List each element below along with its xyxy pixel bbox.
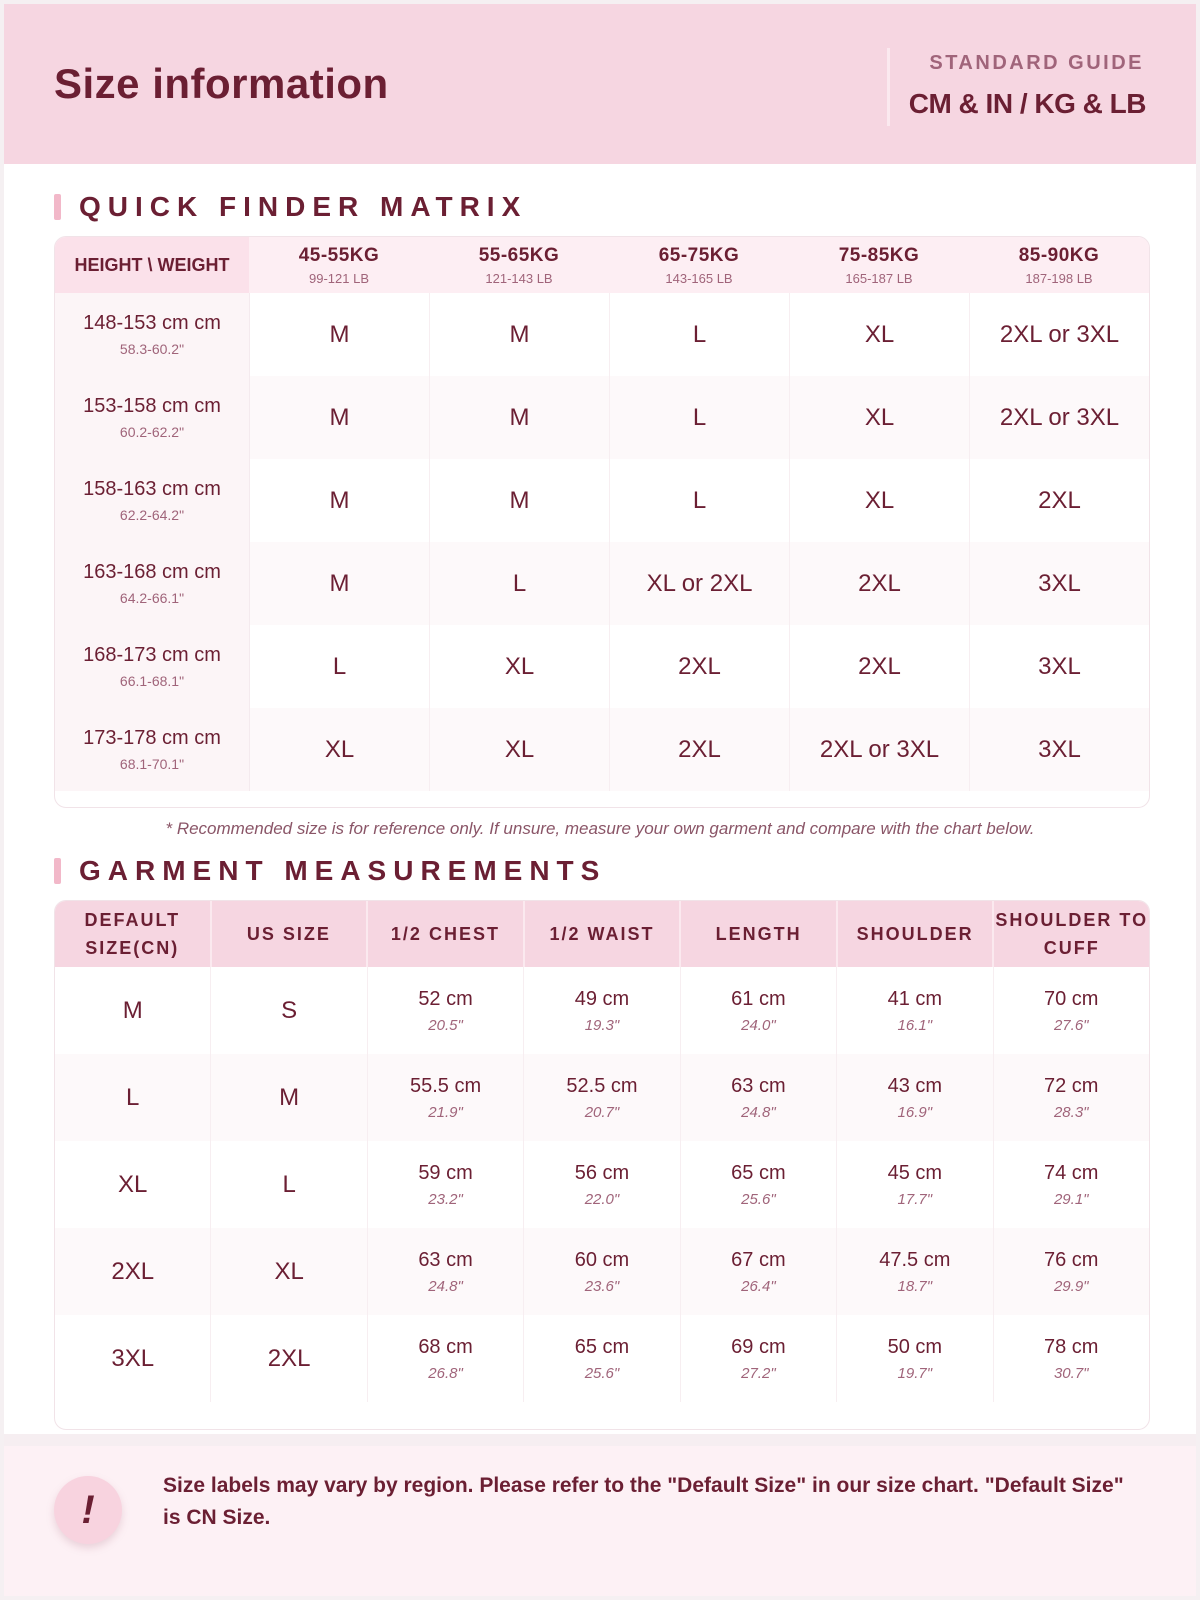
us-size-cell: M (211, 1054, 367, 1141)
footer-notice (4, 1446, 1196, 1596)
height-cm: 158-163 cm cm (83, 478, 221, 500)
height-in: 62.2-64.2" (119, 507, 185, 523)
matrix-row (55, 542, 1149, 625)
measure-in: 26.8" (428, 1364, 463, 1382)
column-header: SHOULDER (838, 901, 995, 967)
measure-in: 16.1" (897, 1016, 933, 1034)
units-label: CM & IN / KG & LB (908, 88, 1146, 119)
measure-cell (368, 967, 524, 1054)
weight-column-header (429, 237, 609, 293)
size-cell: XL (790, 293, 970, 376)
measure-in: 19.3" (584, 1016, 620, 1034)
measure-cm: 78 cm (1044, 1335, 1099, 1358)
size-cell: M (430, 376, 610, 459)
measure-cm: 72 cm (1044, 1074, 1099, 1097)
height-cm: 168-173 cm cm (83, 644, 221, 666)
garment-title: GARMENT MEASUREMENTS (79, 855, 607, 886)
size-cell: M (250, 459, 430, 542)
table-row (55, 967, 1149, 1054)
column-header: 1/2 WAIST (525, 901, 682, 967)
weight-lb: 99-121 LB (309, 270, 369, 286)
height-in: 58.3-60.2" (119, 341, 185, 357)
cn-size-cell: XL (55, 1141, 211, 1228)
weight-column-header (249, 237, 429, 293)
measure-in: 29.9" (1053, 1277, 1089, 1295)
measure-cm: 47.5 cm (879, 1248, 951, 1271)
weight-kg: 65-75KG (658, 244, 740, 266)
footer-separator (4, 1434, 1196, 1446)
measure-cell (524, 1054, 680, 1141)
height-cell (55, 625, 250, 708)
size-info-page (4, 4, 1196, 1596)
size-cell: 2XL (610, 708, 790, 791)
measure-cm: 67 cm (731, 1248, 786, 1271)
guide-label: STANDARD GUIDE (929, 52, 1144, 74)
measure-in: 27.2" (741, 1364, 776, 1382)
measure-in: 25.6" (584, 1364, 620, 1382)
measure-cm: 52.5 cm (566, 1074, 638, 1097)
size-cell: M (250, 293, 430, 376)
measure-in: 30.7" (1053, 1364, 1089, 1382)
measure-cm: 49 cm (574, 987, 630, 1010)
measure-cell (524, 967, 680, 1054)
column-header: LENGTH (681, 901, 838, 967)
garment-header-row (55, 901, 1149, 967)
matrix-row (55, 459, 1149, 542)
measure-cell (837, 1228, 993, 1315)
measure-cell (837, 967, 993, 1054)
column-header: DEFAULT SIZE(CN) (55, 901, 212, 967)
measure-cell (681, 967, 837, 1054)
measure-cell (681, 1141, 837, 1228)
measure-in: 20.5" (428, 1016, 463, 1034)
matrix-row (55, 708, 1149, 791)
quick-finder-heading (54, 192, 527, 222)
table-row (55, 1054, 1149, 1141)
column-header: US SIZE (212, 901, 369, 967)
measure-cm: 45 cm (887, 1161, 943, 1184)
page-title: Size information (54, 60, 389, 107)
height-cm: 153-158 cm cm (83, 395, 221, 417)
page-header (4, 4, 1196, 164)
measure-cm: 59 cm (418, 1161, 473, 1184)
measure-in: 19.7" (897, 1364, 933, 1382)
size-cell: 2XL (1038, 486, 1081, 514)
weight-column-header (609, 237, 789, 293)
exclamation-icon: ! (54, 1476, 122, 1544)
reference-note: * Recommended size is for reference only. If unsure, measure your own garment and compare with the chart below. (165, 819, 1035, 838)
size-cell: M (250, 376, 430, 459)
size-cell: L (430, 542, 610, 625)
cn-size-cell: L (55, 1054, 211, 1141)
height-cell (55, 459, 250, 542)
height-cell (55, 376, 250, 459)
cn-size-cell: 3XL (55, 1315, 211, 1402)
measure-cell (681, 1054, 837, 1141)
column-header: SHOULDER TO CUFF (995, 910, 1149, 958)
measure-in: 28.3" (1053, 1103, 1089, 1121)
measure-cell (524, 1141, 680, 1228)
measure-cell (837, 1315, 993, 1402)
size-cell: 2XL or 3XL (999, 403, 1120, 431)
garment-heading (54, 856, 606, 886)
measure-cm: 52 cm (418, 987, 473, 1010)
quick-finder-title: QUICK FINDER MATRIX (79, 191, 528, 222)
measure-cm: 74 cm (1044, 1161, 1099, 1184)
measure-cm: 55.5 cm (409, 1074, 482, 1097)
matrix-row (55, 625, 1149, 708)
measure-cm: 63 cm (731, 1074, 786, 1097)
size-cell: XL (250, 708, 430, 791)
cn-size-cell: 2XL (55, 1228, 211, 1315)
measure-cell (994, 1141, 1149, 1228)
weight-kg: 85-90KG (1018, 244, 1100, 266)
table-row (55, 1141, 1149, 1228)
measure-in: 20.7" (584, 1103, 620, 1121)
measure-cell (837, 1054, 993, 1141)
weight-kg: 55-65KG (478, 244, 560, 266)
size-cell: L (610, 459, 790, 542)
height-in: 66.1-68.1" (119, 673, 185, 689)
measure-cell (994, 967, 1149, 1054)
size-cell: 2XL (610, 625, 790, 708)
measure-cell (681, 1228, 837, 1315)
measure-cell (368, 1054, 524, 1141)
size-cell: L (610, 376, 790, 459)
measure-in: 23.6" (584, 1277, 620, 1295)
weight-lb: 121-143 LB (485, 270, 553, 286)
height-in: 60.2-62.2" (119, 424, 185, 440)
measure-in: 22.0" (584, 1190, 620, 1208)
measure-cm: 70 cm (1044, 987, 1099, 1010)
height-cm: 148-153 cm cm (83, 312, 221, 334)
measure-cell (994, 1315, 1149, 1402)
size-cell: 2XL or 3XL (790, 708, 970, 791)
measure-cell (837, 1141, 993, 1228)
us-size-cell: S (211, 967, 367, 1054)
measure-in: 24.8" (741, 1103, 776, 1121)
size-cell: L (610, 293, 790, 376)
size-cell: 2XL (790, 542, 970, 625)
table-row (55, 1315, 1149, 1402)
header-divider (887, 48, 890, 126)
weight-lb: 165-187 LB (845, 270, 913, 286)
weight-kg: 45-55KG (298, 244, 380, 266)
measure-in: 25.6" (741, 1190, 776, 1208)
measure-cm: 43 cm (887, 1074, 943, 1097)
measure-in: 23.2" (428, 1190, 463, 1208)
measure-in: 24.0" (741, 1016, 776, 1034)
weight-lb: 187-198 LB (1025, 270, 1093, 286)
size-cell: 2XL or 3XL (999, 320, 1120, 348)
height-cm: 173-178 cm cm (83, 727, 221, 749)
footer-text: Size labels may vary by region. Please refer to the "Default Size" in our size chart. "Default Size" is CN Size. (163, 1474, 1124, 1529)
size-cell: 2XL (790, 625, 970, 708)
height-cell (55, 293, 250, 376)
measure-in: 18.7" (897, 1277, 933, 1295)
garment-measurements-table (54, 900, 1150, 1430)
height-cm: 163-168 cm cm (83, 561, 221, 583)
measure-cell (681, 1315, 837, 1402)
weight-kg: 75-85KG (838, 244, 920, 266)
measure-cm: 65 cm (574, 1335, 630, 1358)
measure-cm: 41 cm (887, 987, 943, 1010)
us-size-cell: XL (211, 1228, 367, 1315)
size-cell: 3XL (1038, 735, 1081, 763)
measure-in: 21.9" (428, 1103, 463, 1121)
measure-cm: 61 cm (731, 987, 786, 1010)
measure-in: 29.1" (1053, 1190, 1089, 1208)
height-cell (55, 542, 250, 625)
size-cell: XL (790, 459, 970, 542)
measure-cell (368, 1315, 524, 1402)
size-cell: 3XL (1038, 569, 1081, 597)
measure-cell (368, 1141, 524, 1228)
measure-cm: 65 cm (731, 1161, 786, 1184)
measure-cell (524, 1315, 680, 1402)
measure-in: 24.8" (428, 1277, 463, 1295)
measure-cell (368, 1228, 524, 1315)
measure-cm: 63 cm (418, 1248, 473, 1271)
measure-cm: 60 cm (574, 1248, 630, 1271)
weight-column-header (789, 237, 969, 293)
measure-cm: 56 cm (574, 1161, 630, 1184)
size-cell: M (430, 459, 610, 542)
size-cell: M (250, 542, 430, 625)
matrix-corner-label: HEIGHT \ WEIGHT (55, 237, 249, 293)
measure-cell (994, 1054, 1149, 1141)
measure-cm: 69 cm (731, 1335, 786, 1358)
quick-finder-matrix (54, 236, 1150, 808)
us-size-cell: 2XL (211, 1315, 367, 1402)
measure-cm: 68 cm (418, 1335, 473, 1358)
section-accent-bar (54, 194, 61, 220)
measure-cell (524, 1228, 680, 1315)
size-cell: XL (430, 708, 610, 791)
measure-in: 26.4" (741, 1277, 776, 1295)
size-cell: XL (790, 376, 970, 459)
size-cell: L (250, 625, 430, 708)
measure-in: 27.6" (1053, 1016, 1089, 1034)
size-cell: 3XL (1038, 652, 1081, 680)
height-in: 64.2-66.1" (119, 590, 185, 606)
matrix-row (55, 376, 1149, 459)
measure-in: 16.9" (897, 1103, 933, 1121)
measure-cell (994, 1228, 1149, 1315)
matrix-header-row (55, 237, 1149, 293)
section-accent-bar (54, 858, 61, 884)
matrix-row (55, 293, 1149, 376)
height-cell (55, 708, 250, 791)
measure-cm: 76 cm (1044, 1248, 1099, 1271)
size-cell: XL (430, 625, 610, 708)
measure-cm: 50 cm (887, 1335, 943, 1358)
weight-lb: 143-165 LB (665, 270, 733, 286)
table-row (55, 1228, 1149, 1315)
cn-size-cell: M (55, 967, 211, 1054)
size-cell: M (430, 293, 610, 376)
height-in: 68.1-70.1" (119, 756, 185, 772)
size-cell: XL or 2XL (610, 542, 790, 625)
measure-in: 17.7" (897, 1190, 933, 1208)
column-header: 1/2 CHEST (368, 901, 525, 967)
us-size-cell: L (211, 1141, 367, 1228)
weight-column-header (969, 237, 1149, 293)
